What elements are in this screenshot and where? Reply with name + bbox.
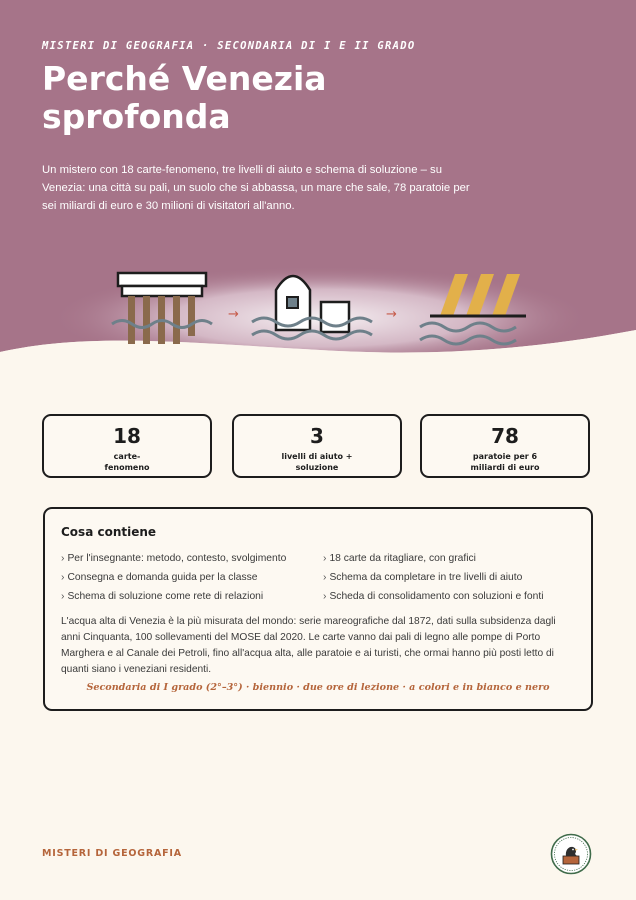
grade-levels-note: Secondaria di I grado (2°–3°) · biennio · due ore di lezione · a colori e in bianco e nero <box>86 682 550 693</box>
stat-value: 18 <box>113 424 141 448</box>
arrow-icon: → <box>386 307 397 322</box>
stat-label: paratoie per 6 miliardi di euro <box>470 452 540 472</box>
list-item: › Consegna e domanda guida per la classe <box>61 572 258 583</box>
arrow-icon: → <box>228 307 239 322</box>
hero-banner <box>0 0 636 380</box>
bird-on-box-logo-icon <box>550 833 592 875</box>
series-kicker: MISTERI DI GEOGRAFIA · SECONDARIA DI I E II GRADO <box>42 40 416 52</box>
chevron-right-icon: › <box>61 553 65 564</box>
stat-card-cards <box>42 414 212 478</box>
description-text: L'acqua alta di Venezia è la più misurata del mondo: serie mareografiche dal 1872, dati sulla subsidenza dagli anni Cinquanta, 100 sollevamenti del MOSE dal 2020. Le carte vanno dai pali di legno alle pompe di Porto Marghera e al Canale dei Petroli, fino all'acqua alta, alle paratoie e ai turisti, che ormai hanno più posti letto di quanti siano i veneziani residenti. <box>61 616 556 675</box>
stat-value: 3 <box>310 424 324 448</box>
list-item: › Schema di soluzione come rete di relazioni <box>61 591 264 602</box>
chevron-right-icon: › <box>323 572 327 583</box>
intro-text: Un mistero con 18 carte-fenomeno, tre livelli di aiuto e schema di soluzione – su Venezia: una città su pali, un suolo che si abbassa, un mare che sale, 78 paratoie per sei miliardi di euro e 30 milioni di visitatori all'anno. <box>42 164 470 212</box>
chevron-right-icon: › <box>61 572 65 583</box>
list-item: › 18 carte da ritagliare, con grafici <box>323 553 476 564</box>
page-title: Perché Venezia sprofonda <box>42 59 327 136</box>
stat-card-levels <box>232 414 402 478</box>
stat-label: livelli di aiuto + soluzione <box>281 452 353 472</box>
contents-box <box>43 507 593 711</box>
contents-heading: Cosa contiene <box>61 525 157 539</box>
stat-value: 78 <box>491 424 519 448</box>
chevron-right-icon: › <box>323 553 327 564</box>
stat-card-barriers <box>420 414 590 478</box>
footer-brand: MISTERI DI GEOGRAFIA <box>42 848 182 859</box>
contents-list-left <box>61 549 286 606</box>
list-item: › Scheda di consolidamento con soluzioni e fonti <box>323 591 544 602</box>
chevron-right-icon: › <box>323 591 327 602</box>
chevron-right-icon: › <box>61 591 65 602</box>
contents-list-right <box>323 549 544 606</box>
stat-label: carte-fenomeno <box>104 452 150 472</box>
list-item: › Per l'insegnante: metodo, contesto, svolgimento <box>61 553 287 564</box>
list-item: › Schema da completare in tre livelli di aiuto <box>323 572 523 583</box>
